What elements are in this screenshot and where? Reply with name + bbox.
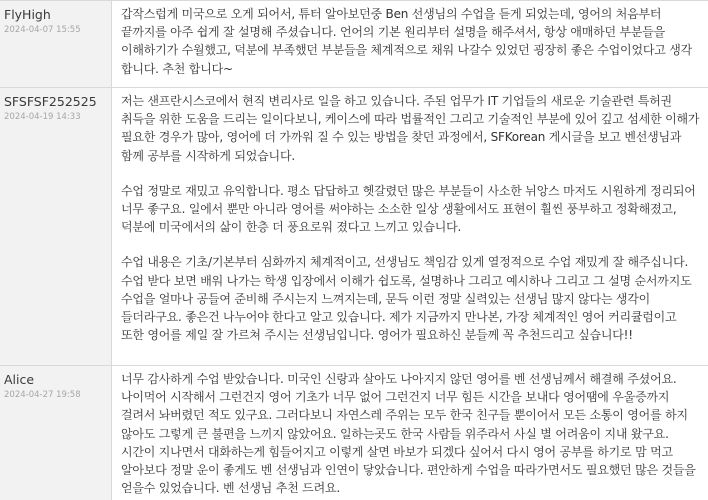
review-text: 수업 정말로 재밌고 유익합니다. 평소 답답하고 헷갈렸던 많은 부분들이 사소한 뉘앙스 마저도 시원하게 정리되어 너무 좋구요. 일에서 뿐만 아니라 영어를 써야하는 소소한 일상 생활에서도 표현이 훨씬 풍부하고 정확해졌고, 덕분에 미국에서의 삶이 한층 더 풍요로워 졌다고 느끼고 있습니다. <box>121 183 696 235</box>
review-text: 갑작스럽게 미국으로 오게 되어서, 튜터 알아보던중 Ben 선생님의 수업을 듣게 되었는데, 영어의 처음부터 끝까지를 아주 쉽게 잘 설명해 주셨습니다. 언어의 기본 원리부터 설명을 해주셔서, 항상 애매하던 부분들을 이해하기가 수월했고, 덕분에 부족했던 부분들을 체계적으로 채워 나갈수 있었던 굉장히 좋은 수업이었다고 생각 합니다. 추천 합니다~ <box>121 7 693 76</box>
review-row <box>0 88 708 366</box>
review-author-cell <box>0 88 112 365</box>
review-author-cell <box>0 366 112 500</box>
review-date: 2024-04-07 15:55 <box>4 25 81 35</box>
review-date: 2024-04-19 14:33 <box>4 112 81 122</box>
review-body <box>112 1 708 87</box>
review-row <box>0 1 708 88</box>
review-body <box>112 88 708 365</box>
review-text: 저는 샌프란시스코에서 현직 변리사로 일을 하고 있습니다. 주된 업무가 IT 기업들의 새로운 기술관련 특허권 취득을 위한 도움을 드리는 일이다보니, 케이스에 따라 법률적인 그리고 기술적인 부분에 있어 깊고 섬세한 이해가 필요한 경우가 많아, 영어에 더 가까워 질 수 있는 방법을 찾던 과정에서, SFKorean 게시글을 보고 벤선생님과 함께 공부를 시작하게 되었습니다. <box>121 94 700 163</box>
review-author-name: FlyHigh <box>4 7 51 22</box>
review-body <box>112 366 708 500</box>
review-text: 수업 내용은 기초/기본부터 심화까지 체계적이고, 선생님도 책임감 있게 열정적으로 수업 재밌게 잘 해주십니다. 수업 받다 보면 배워 나가는 학생 입장에서 이해가 쉽도록, 설명하나 그리고 예시하나 그리고 그 설명 순서까지도 수업을 얼마나 공들여 준비해 주시는지 느껴지는데, 문득 이런 정말 실력있는 선생님 많지 않다는 생각이 들더라구요. 좋은건 나누어야 한다고 알고 있습니다. 제가 지금까지 만나본, 가장 체계적인 영어 커리큘럼이고 또한 영어를 제일 잘 가르쳐 주시는 선생님입니다. 영어가 필요하신 분들께 꼭 추천드리고 싶습니다!! <box>121 255 692 343</box>
review-text: 너무 감사하게 수업 받았습니다. 미국인 신랑과 살아도 나아지지 않던 영어를 벤 선생님께서 해결해 주셨어요. 나이먹어 시작해서 그런건지 영어 기초가 너무 없어 그런건지 너무 힘든 시간을 보내다 영어땜에 우울증까지 걸려서 놔버렸던 적도 있구요. 그러다보니 자연스레 주위는 모두 한국 친구들 뿐이어서 모든 소통이 영어를 하지 않아도 그렇게 큰 불편을 느끼지 않았어요. 일하는곳도 한국 사람들 위주라서 사실 별 어려움이 지내 왔구요. 시간이 지나면서 대화하는게 힘들어지고 이렇게 살면 바보가 되겠다 싶어서 다시 영어 공부를 하기로 맘 먹고 알아보다 정말 운이 좋게도 벤 선생님과 인연이 닿았습니다. 편안하게 수업을 따라가면서도 필요했던 많은 것들을 얻을수 있었습니다. 벤 선생님 추천 드려요. <box>121 372 696 496</box>
review-date: 2024-04-27 19:58 <box>4 390 81 400</box>
review-author-cell <box>0 1 112 87</box>
review-row <box>0 366 708 500</box>
review-author-name: SFSFSF252525 <box>4 94 97 109</box>
review-author-name: Alice <box>4 372 35 387</box>
